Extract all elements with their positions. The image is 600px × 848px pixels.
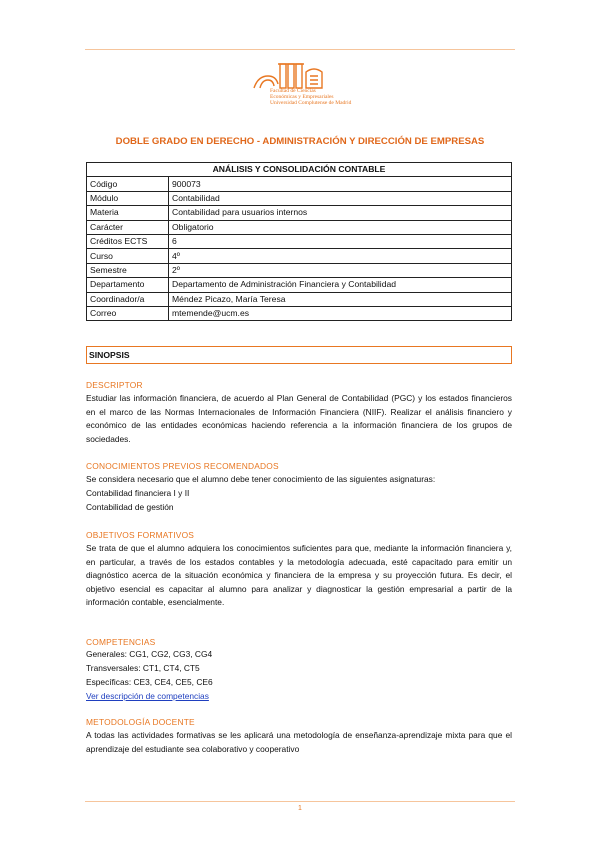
row-label: Materia xyxy=(87,206,169,220)
table-row xyxy=(87,306,512,320)
table-row xyxy=(87,191,512,205)
row-value: 900073 xyxy=(169,177,512,191)
row-label: Código xyxy=(87,177,169,191)
objetivos-text: Se trata de que el alumno adquiera los conocimientos suficientes para que, mediante la información financiera y, en particular, a través de los estados contables y la metodología adecuada, esté capacitado para emitir un diagnóstico acerca de la situación económica y financiera de la empresa y su proyección futura. Es decir, el objetivo esencial es capacitar al alumno para analizar y diagnosticar la gestión empresarial a partir de la información contable, esencialmente. xyxy=(86,543,512,608)
table-row xyxy=(87,220,512,234)
table-row xyxy=(87,263,512,277)
row-label: Carácter xyxy=(87,220,169,234)
competencias-line: Específicas: CE3, CE4, CE5, CE6 xyxy=(86,677,213,687)
table-row xyxy=(87,278,512,292)
row-value: 4º xyxy=(169,249,512,263)
row-value: Contabilidad xyxy=(169,191,512,205)
previos-line: Se considera necesario que el alumno debe tener conocimiento de las siguientes asignaturas: xyxy=(86,474,436,484)
sinopsis-heading: SINOPSIS xyxy=(86,346,512,364)
competencias-line: Transversales: CT1, CT4, CT5 xyxy=(86,663,200,673)
row-value: Obligatorio xyxy=(169,220,512,234)
logo-line: Universidad Complutense de Madrid xyxy=(270,100,352,106)
row-label: Departamento xyxy=(87,278,169,292)
page-number: 1 xyxy=(298,805,302,812)
previos-line: Contabilidad de gestión xyxy=(86,502,174,512)
logo-line: Económicas y Empresariales xyxy=(270,94,334,100)
row-value: 2º xyxy=(169,263,512,277)
row-label: Correo xyxy=(87,306,169,320)
metodologia-text: A todas las actividades formativas se les aplicará una metodología de enseñanza-aprendizaje mixta para que el aprendizaje del estudiante sea colaborativo y cooperativo xyxy=(86,730,512,754)
row-label: Semestre xyxy=(87,263,169,277)
competencias-link[interactable]: Ver descripción de competencias xyxy=(86,691,209,701)
table-row xyxy=(87,292,512,306)
logo-text xyxy=(270,88,351,106)
row-label: Créditos ECTS xyxy=(87,234,169,248)
metodologia-title: METODOLOGÍA DOCENTE xyxy=(86,717,195,727)
table-row xyxy=(87,206,512,220)
row-value: Departamento de Administración Financiera y Contabilidad xyxy=(169,278,512,292)
table-row xyxy=(87,234,512,248)
table-row xyxy=(87,249,512,263)
table-row xyxy=(87,177,512,191)
top-divider xyxy=(85,49,515,50)
row-label: Coordinador/a xyxy=(87,292,169,306)
competencias-title: COMPETENCIAS xyxy=(86,637,156,647)
course-info-table xyxy=(86,162,512,321)
row-value: Méndez Picazo, María Teresa xyxy=(169,292,512,306)
previos-line: Contabilidad financiera I y II xyxy=(86,488,190,498)
page-title: DOBLE GRADO EN DERECHO - ADMINISTRACIÓN Y DIRECCIÓN DE EMPRESAS xyxy=(115,136,485,147)
bottom-divider xyxy=(85,801,515,802)
descriptor-text: Estudiar las información financiera, de acuerdo al Plan General de Contabilidad (PGC) y los estados financieros en el marco de las Normas Internacionales de Información Financiera (NIIF). Realizar el análisis financiero y económico de las entidades económicas haciendo referencia a la información financiera de los grupos de sociedades. xyxy=(86,393,512,444)
table-header: ANÁLISIS Y CONSOLIDACIÓN CONTABLE xyxy=(87,163,512,177)
objetivos-title: OBJETIVOS FORMATIVOS xyxy=(86,530,195,540)
logo-line: Facultad de Ciencias xyxy=(270,88,316,94)
row-label: Módulo xyxy=(87,191,169,205)
row-value: Contabilidad para usuarios internos xyxy=(169,206,512,220)
row-label: Curso xyxy=(87,249,169,263)
previos-title: CONOCIMIENTOS PREVIOS RECOMENDADOS xyxy=(86,461,279,471)
competencias-line: Generales: CG1, CG2, CG3, CG4 xyxy=(86,649,213,659)
descriptor-title: DESCRIPTOR xyxy=(86,380,143,390)
row-value: 6 xyxy=(169,234,512,248)
row-value: mtemende@ucm.es xyxy=(169,306,512,320)
